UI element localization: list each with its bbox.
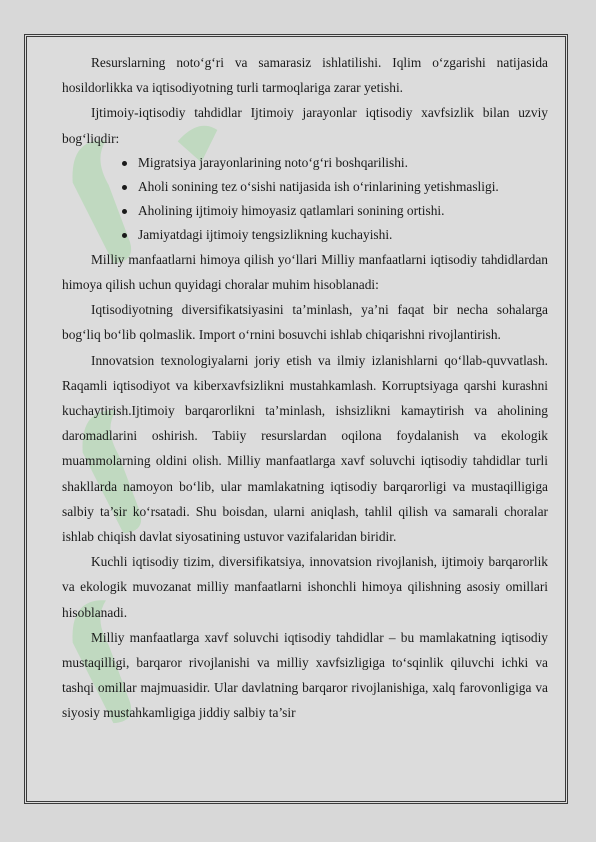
paragraph: Milliy manfaatlarga xavf soluvchi iqtisodiy tahdidlar – bu mamlakatning iqtisodiy mustaqilligi, barqaror rivojlanishi va milliy xavfsizligiga to‘sqinlik qiluvchi ichki va tashqi omillar majmuasidir. Ular davlatning barqaror rivojlanishiga, xalq farovonligiga va siyosiy mustahkamligiga jiddiy salbiy ta’sir — [62, 629, 548, 721]
list-item: Aholining ijtimoiy himoyasiz qatlamlari sonining ortishi. — [122, 199, 548, 223]
paragraph: Innovatsion texnologiyalarni joriy etish va ilmiy izlanishlarni qo‘llab-quvvatlash. Raqamli iqtisodiyot va kiberxavfsizlikni mustahkamlash. Korruptsiyaga qarshi kurashni kuchaytirish.Ijtimoiy barqarorlikni ta’minlash, ishsizlikni kamaytirish va aholining daromadlarini oshirish. Tabiiy resurslardan oqilona foydalanish va ekologik muammolarning oldini olish. Milliy manfaatlarga xavf soluvchi iqtisodiy tahdidlar turli shakllarda namoyon bo‘lib, ular mamlakatning iqtisodiy barqarorligi va mustaqilligiga salbiy ta’sir ko‘rsatadi. Shu boisdan, ularni aniqlash, tahlil qilish va samarali choralar ishlab chiqish davlat siyosatining ustuvor vazifalaridan biridir. — [62, 352, 548, 545]
list-item: Aholi sonining tez o‘sishi natijasida ish o‘rinlarining yetishmasligi. — [122, 175, 548, 199]
paragraph: Iqtisodiyotning diversifikatsiyasini ta’minlash, ya’ni faqat bir necha sohalarga bog‘liq bo‘lib qolmaslik. Import o‘rnini bosuvchi ishlab chiqarishni rivojlantirish. — [62, 302, 548, 343]
document-body — [62, 50, 548, 726]
paragraph: Ijtimoiy-iqtisodiy tahdidlar Ijtimoiy jarayonlar iqtisodiy xavfsizlik bilan uzviy bog‘liqdir: — [62, 105, 548, 146]
bullet-list — [62, 151, 548, 247]
list-item: Jamiyatdagi ijtimoiy tengsizlikning kuchayishi. — [122, 223, 548, 247]
paragraph: Kuchli iqtisodiy tizim, diversifikatsiya, innovatsion rivojlanish, ijtimoiy barqarorlik va ekologik muvozanat milliy manfaatlarni ishonchli himoya qilishning asosiy omillari hisoblanadi. — [62, 554, 548, 620]
paragraph: Milliy manfaatlarni himoya qilish yo‘llari Milliy manfaatlarni iqtisodiy tahdidlardan himoya qilish uchun quyidagi choralar muhim hisoblanadi: — [62, 251, 548, 293]
list-item: Migratsiya jarayonlarining noto‘g‘ri boshqarilishi. — [122, 151, 548, 175]
paragraph: Resurslarning noto‘g‘ri va samarasiz ishlatilishi. Iqlim o‘zgarishi natijasida hosildorlikka va iqtisodiyotning turli tarmoqlariga zarar yetishi. — [62, 55, 548, 96]
